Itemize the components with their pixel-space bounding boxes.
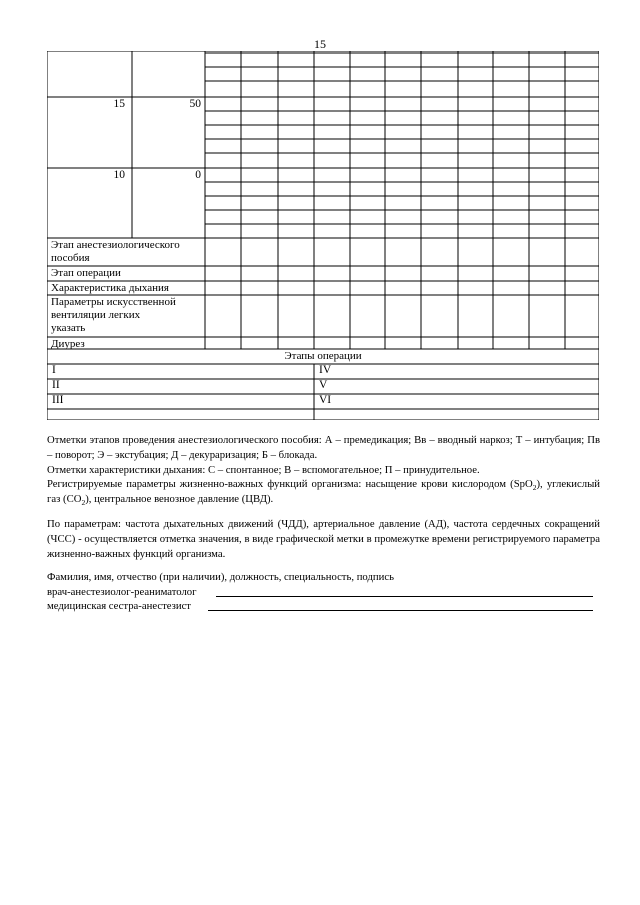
- notes-block: [47, 433, 600, 507]
- row-label-operation-stage: Этап операции: [51, 267, 121, 279]
- signature-doctor-line[interactable]: [216, 596, 593, 597]
- stage-v: V: [319, 379, 328, 391]
- value-b-0: 0: [195, 169, 201, 181]
- row-label-line: Этап анестезиологического: [51, 239, 180, 251]
- value-a-15: 15: [113, 98, 125, 110]
- subscript: 2: [81, 498, 86, 508]
- row-label-ventilation: [51, 296, 176, 335]
- note-breathing-marks: Отметки характеристики дыхания: С – спонтанное; В – вспомогательное; П – принудительное.: [47, 463, 480, 476]
- subscript: 2: [532, 483, 537, 493]
- note-registered-params: [47, 477, 600, 507]
- note-text: ), центральное венозное давление (ЦВД).: [85, 493, 274, 506]
- row-label-line: вентиляции легких: [51, 309, 141, 321]
- row-label-breathing: Характеристика дыхания: [51, 282, 169, 294]
- signature-doctor-label: врач-анестезиолог-реаниматолог: [47, 586, 197, 598]
- note-anesthesia-marks: Отметки этапов проведения анестезиологического пособия: А – премедикация; Вв – вводный наркоз; Т – интубация; Пв – поворот; Э – экстубация; Д – декураризация; Б – блокада.: [47, 434, 600, 461]
- page-number: 15: [314, 37, 326, 51]
- note-parameters: По параметрам: частота дыхательных движений (ЧДД), артериальное давление (АД), частота сердечных сокращений (ЧСС) - осуществляется отметка значения, в виде графической метки в промежутке времени регистрируемого параметра жизненно-важных функций организма.: [47, 518, 600, 560]
- row-label-anesthesia-stage: [51, 239, 180, 265]
- stage-vi: VI: [319, 394, 332, 406]
- signature-nurse-line[interactable]: [208, 610, 593, 611]
- stage-iii: III: [52, 394, 64, 406]
- stage-i: I: [52, 364, 56, 376]
- stages-title: Этапы операции: [284, 350, 362, 362]
- note-text: Регистрируемые параметры жизненно-важных функций организма: насыщение крови кислородом (SpO: [47, 478, 533, 491]
- stage-iv: IV: [319, 364, 332, 376]
- row-label-line: Параметры искусственной: [51, 296, 176, 308]
- row-label-diuresis: Диурез: [51, 338, 85, 350]
- signature-heading: Фамилия, имя, отчество (при наличии), должность, специальность, подпись: [47, 571, 394, 583]
- value-b-50: 50: [189, 98, 201, 110]
- row-label-line: указать: [51, 322, 86, 334]
- note-text: ), углекислый газ (CO: [47, 478, 600, 506]
- stage-ii: II: [52, 379, 60, 391]
- value-a-10: 10: [113, 169, 125, 181]
- anesthesia-chart-table: [47, 51, 599, 420]
- signature-nurse-label: медицинская сестра-анестезист: [47, 600, 191, 612]
- row-label-line: пособия: [51, 252, 90, 264]
